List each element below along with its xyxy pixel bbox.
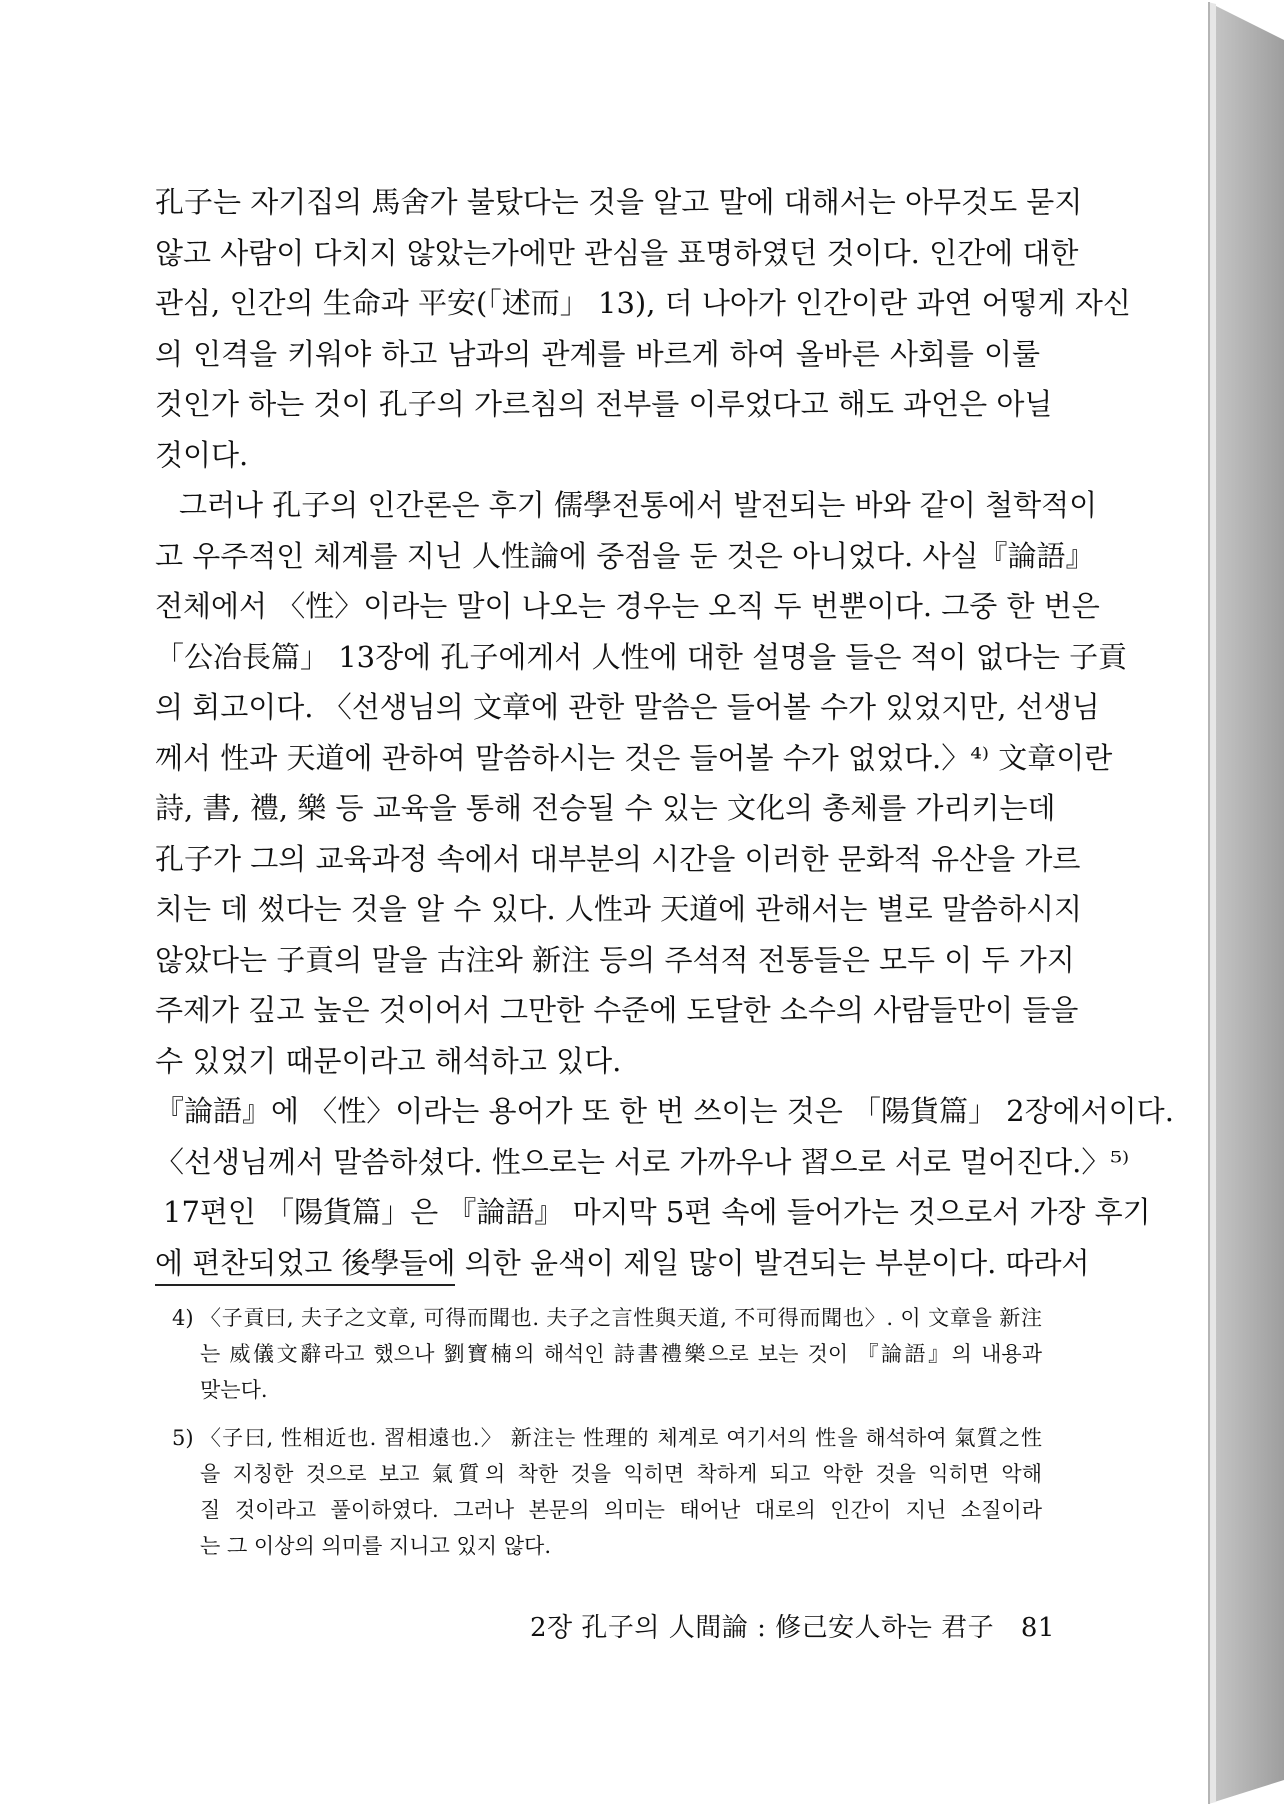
text-line: 『論語』에 〈性〉이라는 용어가 또 한 번 쓰이는 것은 「陽貨篇」 2장에서이다. xyxy=(155,1094,1174,1128)
running-footer xyxy=(530,1607,1055,1644)
text-line: 것이다. xyxy=(155,437,249,472)
text-line: 「公冶長篇」 13장에 孔子에게서 人性에 대한 설명을 들은 적이 없다는 子貢 xyxy=(155,639,1128,674)
footnote-line: 맞는다. xyxy=(200,1378,268,1402)
text-line: 17편인 「陽貨篇」은 『論語』 마지막 5편 속에 들어가는 것으로서 가장 후기 xyxy=(163,1195,1151,1229)
text-line: 께서 性과 天道에 관하여 말씀하시는 것은 들어볼 수가 없었다.〉⁴⁾ 文章이란 xyxy=(155,740,1113,775)
text-line: 전체에서 〈性〉이라는 말이 나오는 경우는 오직 두 번뿐이다. 그중 한 번은 xyxy=(155,589,1100,623)
text-line: 에 편찬되었고 後學들에 의한 윤색이 제일 많이 발견되는 부분이다. 따라서 xyxy=(155,1245,1090,1280)
footnote-line: 질 것이라고 풀이하였다. 그러나 본문의 의미는 태어난 대로의 인간이 지닌 소질이라 xyxy=(200,1498,1042,1522)
text-line: 않고 사람이 다치지 않았는가에만 관심을 표명하였던 것이다. 인간에 대한 xyxy=(155,235,1079,270)
paragraph-2 xyxy=(155,480,1128,1086)
footnote-number: 5) xyxy=(172,1426,194,1450)
text-line: 그러나 孔子의 인간론은 후기 儒學전통에서 발전되는 바와 같이 철학적이 xyxy=(179,488,1098,522)
footnote-divider xyxy=(155,1284,455,1286)
text-line: 〈선생님께서 말씀하셨다. 性으로는 서로 가까우나 習으로 서로 멀어진다.〉⁵⁾ xyxy=(155,1144,1130,1179)
page-number: 81 xyxy=(1020,1613,1055,1643)
text-line: 孔子는 자기집의 馬舍가 불탔다는 것을 알고 말에 대해서는 아무것도 묻지 xyxy=(155,185,1083,219)
book-page xyxy=(0,2,1210,1804)
body-text xyxy=(155,177,1174,1288)
paragraph-3 xyxy=(155,1086,1174,1288)
text-line: 고 우주적인 체계를 지닌 人性論에 중점을 둔 것은 아니었다. 사실『論語』 xyxy=(155,538,1095,573)
footnote-line: 는 그 이상의 의미를 지니고 있지 않다. xyxy=(200,1534,552,1558)
paragraph-1 xyxy=(155,177,1131,480)
text-line: 孔子가 그의 교육과정 속에서 대부분의 시간을 이러한 문화적 유산을 가르 xyxy=(155,841,1081,876)
footnote-line: 〈子貢曰, 夫子之文章, 可得而聞也. 夫子之言性與天道, 不可得而聞也〉. 이 文章을 新注 xyxy=(200,1306,1042,1330)
running-title: 2장 孔子의 人間論 : 修己安人하는 君子 xyxy=(530,1613,995,1643)
text-line: 의 인격을 키워야 하고 남과의 관계를 바르게 하여 올바른 사회를 이룰 xyxy=(155,336,1040,371)
footnote-line: 을 지칭한 것으로 보고 氣質의 착한 것을 익히면 착하게 되고 악한 것을 익히면 악해 xyxy=(200,1462,1042,1486)
footnote-line: 〈子曰, 性相近也. 習相遠也.〉 新注는 性理的 체계로 여기서의 性을 해석하여 氣質之性 xyxy=(200,1426,1042,1450)
text-line: 치는 데 썼다는 것을 알 수 있다. 人性과 天道에 관해서는 별로 말씀하시지 xyxy=(155,892,1082,926)
text-line: 않았다는 子貢의 말을 古注와 新注 등의 주석적 전통들은 모두 이 두 가지 xyxy=(155,942,1075,977)
footnotes xyxy=(172,1300,1042,1576)
text-line: 주제가 깊고 높은 것이어서 그만한 수준에 도달한 소수의 사람들만이 들을 xyxy=(155,993,1079,1027)
text-line: 관심, 인간의 生命과 平安(「述而」 13), 더 나아가 인간이란 과연 어떻게 자신 xyxy=(155,286,1131,320)
text-line: 수 있었기 때문이라고 해석하고 있다. xyxy=(155,1043,622,1078)
footnote-4 xyxy=(172,1300,1042,1408)
footnote-5 xyxy=(172,1420,1042,1564)
text-line: 詩, 書, 禮, 樂 등 교육을 통해 전승될 수 있는 文化의 총체를 가리키는데 xyxy=(155,791,1056,825)
footnote-number: 4) xyxy=(172,1306,194,1330)
text-line: 의 회고이다. 〈선생님의 文章에 관한 말씀은 들어볼 수가 있었지만, 선생님 xyxy=(155,690,1100,724)
footnote-line: 는 威儀文辭라고 했으나 劉寶楠의 해석인 詩書禮樂으로 보는 것이 『論語』의 내용과 xyxy=(200,1342,1042,1366)
text-line: 것인가 하는 것이 孔子의 가르침의 전부를 이루었다고 해도 과언은 아닐 xyxy=(155,387,1053,421)
